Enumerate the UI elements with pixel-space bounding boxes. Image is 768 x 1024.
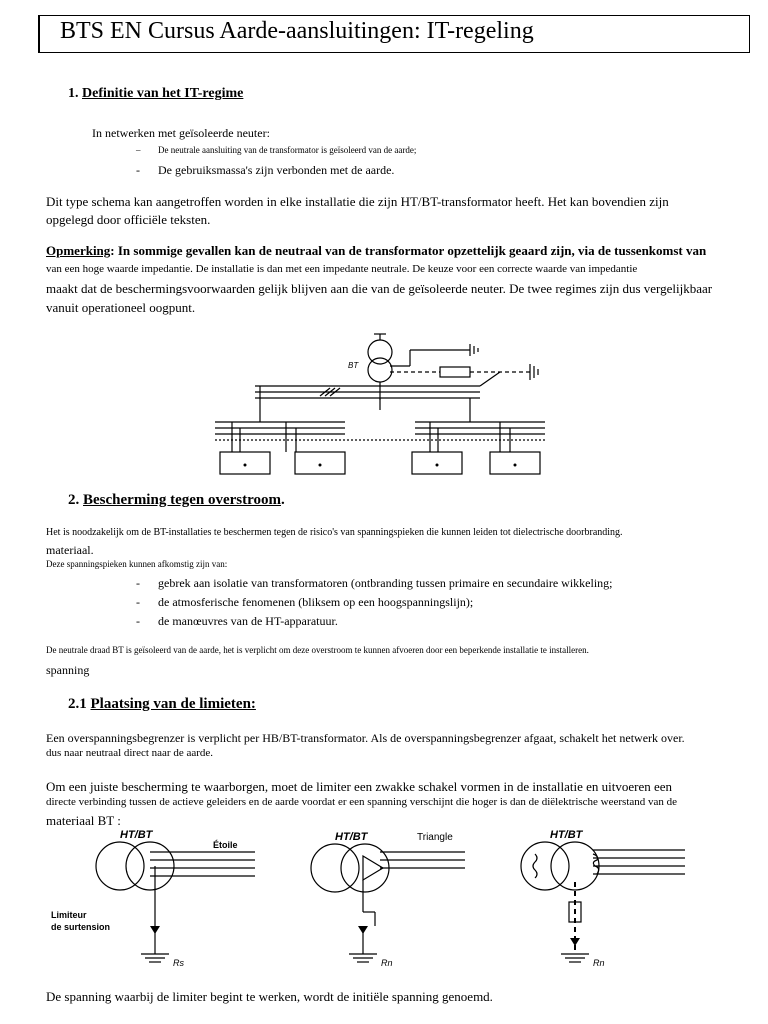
section-1-heading [68, 86, 243, 102]
section-1-para-line-1: Dit type schema kan aangetroffen worden in elke installatie die zijn HT/BT-transformator heeft. Het kan bovendien zijn [46, 194, 669, 209]
it-network-diagram [200, 330, 570, 490]
panel-1-primary-coil [96, 842, 144, 890]
section-2-1-line-2: dus naar neutraal direct naar de aarde. [46, 747, 214, 759]
limiter-label-line-1: Limiteur [51, 910, 87, 920]
section-2-line-3: Deze spanningspieken kunnen afkomstig zijn van: [46, 559, 228, 569]
section-2-line-5: spanning [46, 663, 90, 677]
section-2-heading: 2. Bescherming tegen overstroom. [68, 492, 285, 508]
section-2-1-line-4: directe verbinding tussen de actieve geleiders en de aarde voordat er een spanning verschijnt die hoger is dan de diëlektrische weerstand van de [46, 796, 678, 808]
remark-line-4: vanuit operationeel oogpunt. [46, 300, 196, 315]
panel-2-label: Triangle [417, 832, 453, 843]
section-2-1-line-3: Om een juiste bescherming te waarborgen, moet de limiter een zwakke schakel vormen in de installatie en uitvoeren een [46, 779, 673, 794]
remark-line-3: maakt dat de beschermingsvoorwaarden gelijk blijven aan die van de geïsoleerde neuter. De twee regimes zijn dus vergelijkbaar [46, 281, 713, 296]
panel-2-primary-coil [311, 844, 359, 892]
section-2-bullet-3: - de manœuvres van de HT-apparatuur. [136, 614, 338, 628]
diagram-1-label-bt: BT [348, 361, 359, 370]
panel-3-header: HT/BT [550, 829, 583, 841]
section-1-bullet-2: - De gebruiksmassa's zijn verbonden met de aarde. [136, 163, 395, 177]
panel-1-secondary-coil [126, 842, 174, 890]
section-2-title: Bescherming tegen overstroom [83, 492, 282, 508]
section-2-line-1: Het is noodzakelijk om de BT-installaties te beschermen tegen de risico's van spanningspieken die kunnen leiden tot dielectrische doorbranding. [46, 527, 623, 538]
section-2-1-number: 2.1 [68, 696, 87, 712]
transformer-primary-coil [368, 340, 392, 364]
limiter-placement-diagram [45, 826, 705, 986]
section-1-number: 1. [68, 86, 79, 101]
section-2-1-title: Plaatsing van de limieten: [90, 696, 256, 712]
panel-2-header: HT/BT [335, 831, 368, 843]
section-2-bullet-1: - gebrek aan isolatie van transformatoren (ontbranding tussen primaire en secundaire wikkeling; [136, 576, 613, 590]
section-2-line-4: De neutrale draad BT is geïsoleerd van de aarde, het is verplicht om deze overstroom te kunnen afvoeren door een beperkende installatie te installeren. [46, 645, 589, 655]
panel-1-header: HT/BT [120, 829, 153, 841]
section-2-1-final: De spanning waarbij de limiter begint te werken, wordt de initiële spanning genoemd. [46, 989, 493, 1004]
panel-1-resistor: Rs [173, 958, 184, 968]
panel-2-resistor: Rn [381, 958, 393, 968]
remark-label: Opmerking [46, 243, 111, 258]
limiter-label-line-2: de surtension [51, 922, 111, 932]
remark-line-1: Opmerking: In sommige gevallen kan de neutraal van de transformator opzettelijk geaard zijn, via de tussenkomst van [46, 243, 707, 258]
panel-1-label: Étoile [213, 840, 238, 850]
section-1-title: Definitie van het IT-regime [82, 86, 244, 101]
section-1-para-line-2: opgelegd door officiële teksten. [46, 212, 211, 227]
load-box [220, 452, 270, 474]
section-2-1-line-1: Een overspanningsbegrenzer is verplicht per HB/BT-transformator. Als de overspanningsbegrenzer afgaat, schakelt het netwerk over. [46, 731, 685, 745]
section-1-intro: In netwerken met geïsoleerde neuter: [92, 126, 270, 140]
load-box [295, 452, 345, 474]
page-title: BTS EN Cursus Aarde-aansluitingen: IT-regeling [60, 18, 534, 44]
remark-line-2: van een hoge waarde impedantie. De installatie is dan met een impedante neutrale. De keuze voor een correcte waarde van impedantie [46, 263, 638, 275]
panel-3-primary-coil [521, 842, 569, 890]
section-2-line-2: materiaal. [46, 543, 94, 557]
section-2-bullet-2: - de atmosferische fenomenen (bliksem op een hoogspanningslijn); [136, 595, 474, 609]
load-box [412, 452, 462, 474]
section-1-bullet-1: – De neutrale aansluiting van de transformator is geïsoleerd van de aarde; [136, 145, 417, 155]
section-2-1-heading [68, 696, 256, 713]
section-2-number: 2. [68, 492, 80, 508]
load-box [490, 452, 540, 474]
panel-3-resistor: Rn [593, 958, 605, 968]
transformer-secondary-coil [368, 358, 392, 382]
section-2-1-line-5: materiaal BT : [46, 813, 121, 828]
